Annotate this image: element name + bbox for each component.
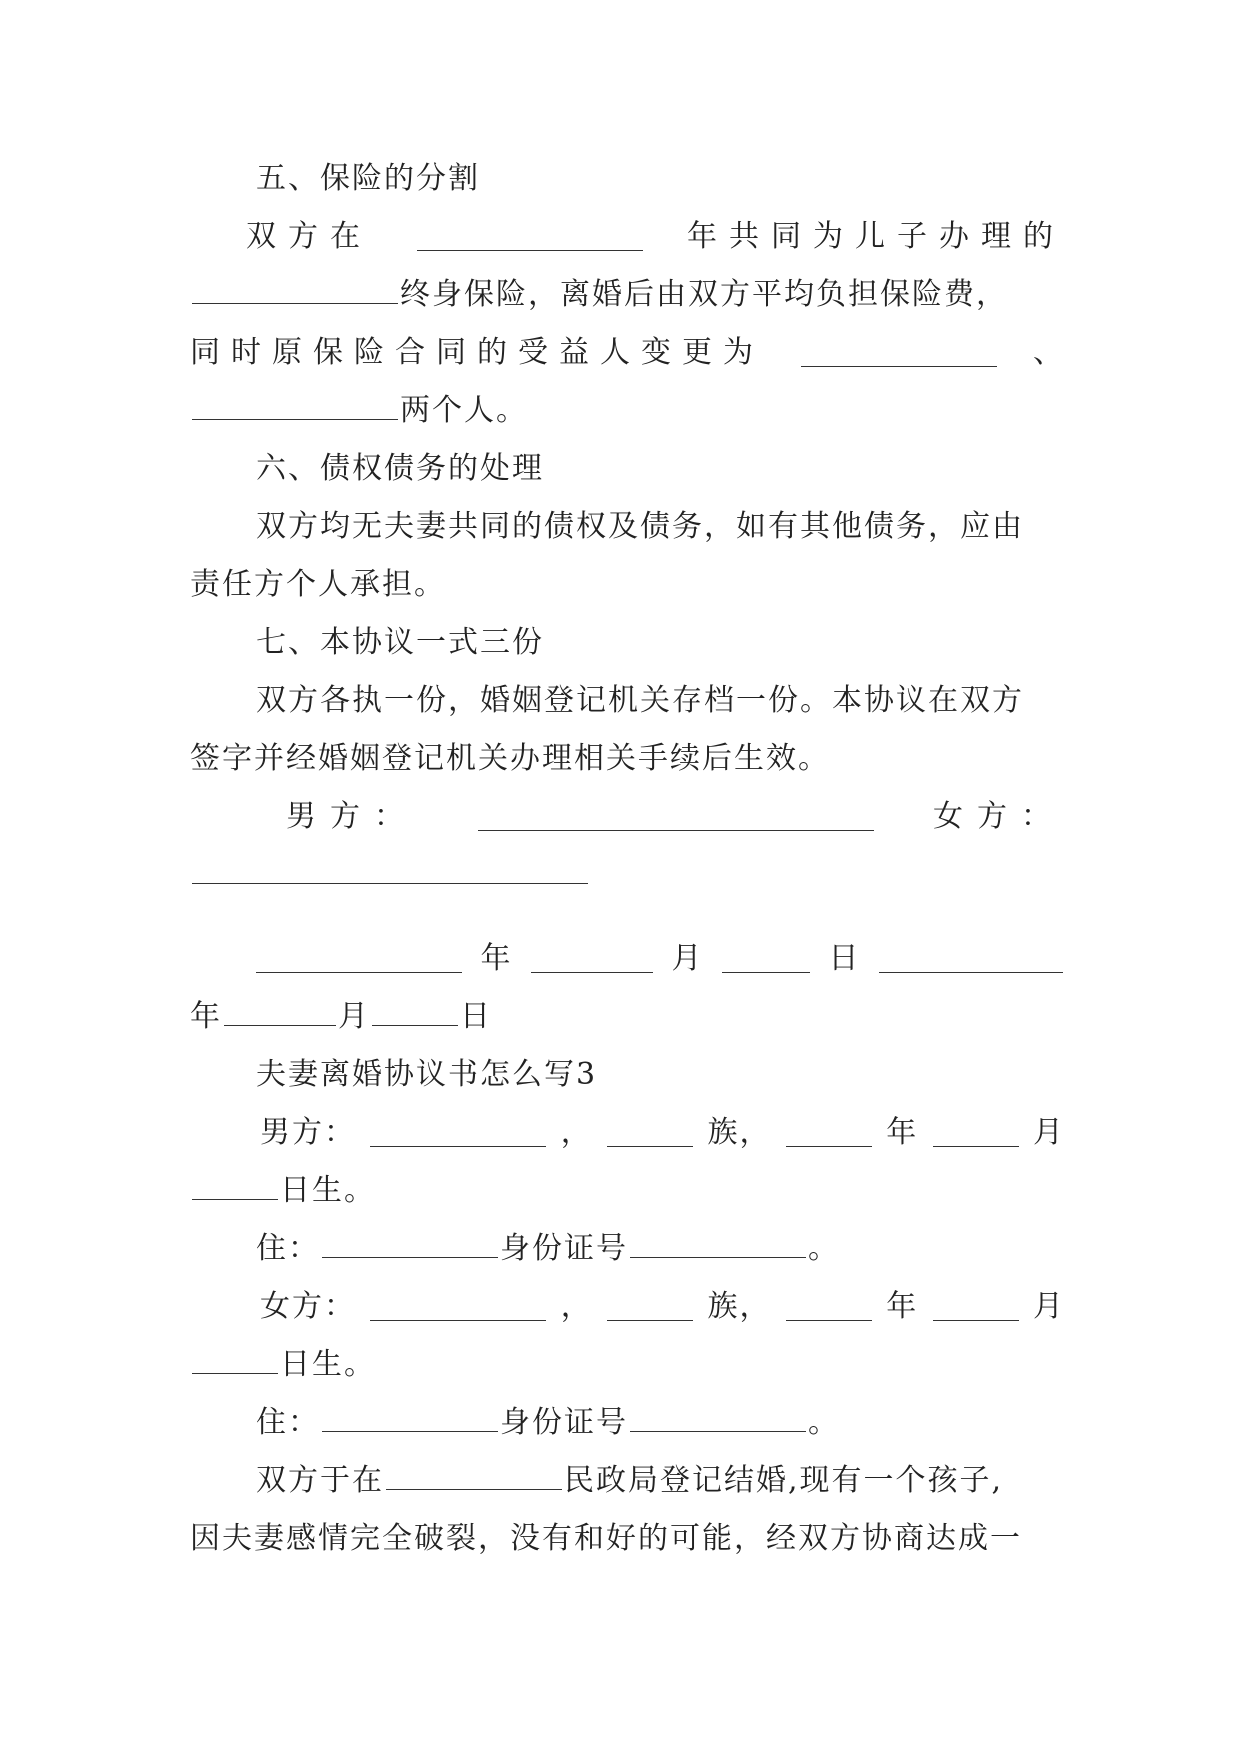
female-birth-year-field[interactable]: [786, 1294, 872, 1321]
blank-field[interactable]: [192, 277, 398, 304]
comma: ，: [560, 1289, 593, 1324]
address-label: 住：: [256, 1405, 320, 1440]
doc3-female-line-2: [190, 1336, 1065, 1394]
male-ethnic-field[interactable]: [607, 1120, 693, 1147]
male-signature-label: 男方：: [286, 799, 418, 834]
section-5-text: 两个人。: [400, 393, 528, 428]
comma: ，: [560, 1115, 593, 1150]
blank-field[interactable]: [417, 224, 643, 251]
section-5-line-4: [190, 382, 1065, 440]
section-6-title: 六、债权债务的处理: [256, 451, 544, 486]
paragraph-text: 双方于在: [256, 1463, 384, 1498]
male-birth-year-field[interactable]: [786, 1120, 872, 1147]
male-birth-day-field[interactable]: [192, 1173, 278, 1200]
ethnic-label: 族，: [707, 1115, 772, 1150]
section-5-line-1: [190, 208, 1065, 266]
female-signature-label: 女方：: [933, 799, 1065, 834]
male-birth-month-field[interactable]: [933, 1120, 1019, 1147]
day-label: 日: [460, 999, 492, 1034]
section-5-text: 双方在: [246, 219, 372, 254]
doc3-female-address-line: [190, 1394, 1065, 1452]
doc3-title: 夫妻离婚协议书怎么写3: [256, 1057, 598, 1092]
month-label: 月: [1033, 1289, 1065, 1324]
day-field[interactable]: [722, 946, 810, 973]
born-label: 日生。: [280, 1347, 376, 1382]
registry-field[interactable]: [386, 1463, 562, 1490]
female-name-field[interactable]: [370, 1294, 546, 1321]
section-6-line-1: 双方均无夫妻共同的债权及债务，如有其他债务，应由: [256, 509, 1024, 544]
section-6-line-2: 责任方个人承担。: [190, 567, 446, 602]
signature-line-2: [190, 846, 1065, 904]
year-label: 年: [190, 999, 222, 1034]
section-5-text: 终身保险，离婚后由双方平均负担保险费，: [400, 277, 1008, 312]
female-label: 女方：: [260, 1289, 356, 1324]
year-field[interactable]: [256, 946, 462, 973]
date-line-2: [190, 988, 1065, 1046]
month-label: 月: [338, 999, 370, 1034]
month-label: 月: [671, 941, 704, 976]
address-label: 住：: [256, 1231, 320, 1266]
doc3-male-line-2: [190, 1162, 1065, 1220]
month-field[interactable]: [224, 999, 336, 1026]
female-birth-day-field[interactable]: [192, 1347, 278, 1374]
male-signature-field[interactable]: [478, 804, 874, 831]
section-5-line-3: [190, 324, 1065, 382]
period: 。: [808, 1405, 840, 1440]
born-label: 日生。: [280, 1173, 376, 1208]
ethnic-label: 族，: [707, 1289, 772, 1324]
doc3-paragraph-line-1: [190, 1452, 1065, 1510]
day-field[interactable]: [372, 999, 458, 1026]
section-5-text: 、: [1033, 335, 1065, 370]
section-5-line-2: [190, 266, 1065, 324]
male-address-field[interactable]: [322, 1231, 498, 1258]
year-label: 年: [886, 1289, 919, 1324]
section-5-text: 年共同为儿子办理的: [687, 219, 1065, 254]
section-7-line-1: 双方各执一份，婚姻登记机关存档一份。本协议在双方: [256, 683, 1024, 718]
doc3-male-address-line: [190, 1220, 1065, 1278]
female-birth-month-field[interactable]: [933, 1294, 1019, 1321]
month-label: 月: [1033, 1115, 1065, 1150]
female-ethnic-field[interactable]: [607, 1294, 693, 1321]
male-name-field[interactable]: [370, 1120, 546, 1147]
section-5-text: 同时原保险合同的受益人变更为: [190, 335, 764, 370]
month-field[interactable]: [531, 946, 653, 973]
date-line-1: [190, 930, 1065, 988]
blank-field[interactable]: [192, 393, 398, 420]
day-label: 日: [828, 941, 861, 976]
period: 。: [808, 1231, 840, 1266]
section-5-title: 五、保险的分割: [256, 161, 480, 196]
female-address-field[interactable]: [322, 1405, 498, 1432]
year-field[interactable]: [879, 946, 1063, 973]
doc3-female-line: [190, 1278, 1065, 1336]
id-label: 身份证号: [500, 1405, 628, 1440]
paragraph-text: 民政局登记结婚,现有一个孩子,: [564, 1463, 1004, 1498]
male-id-field[interactable]: [630, 1231, 806, 1258]
section-7-line-2: 签字并经婚姻登记机关办理相关手续后生效。: [190, 741, 830, 776]
doc3-paragraph-line-2: 因夫妻感情完全破裂，没有和好的可能，经双方协商达成一: [190, 1521, 1022, 1556]
document-page: [190, 150, 1065, 1568]
year-label: 年: [886, 1115, 919, 1150]
male-label: 男方：: [260, 1115, 356, 1150]
blank-field[interactable]: [801, 340, 997, 367]
doc3-male-line: [190, 1104, 1065, 1162]
signature-line: [190, 788, 1065, 846]
section-7-title: 七、本协议一式三份: [256, 625, 544, 660]
female-id-field[interactable]: [630, 1405, 806, 1432]
female-signature-field[interactable]: [192, 857, 588, 884]
year-label: 年: [480, 941, 513, 976]
id-label: 身份证号: [500, 1231, 628, 1266]
